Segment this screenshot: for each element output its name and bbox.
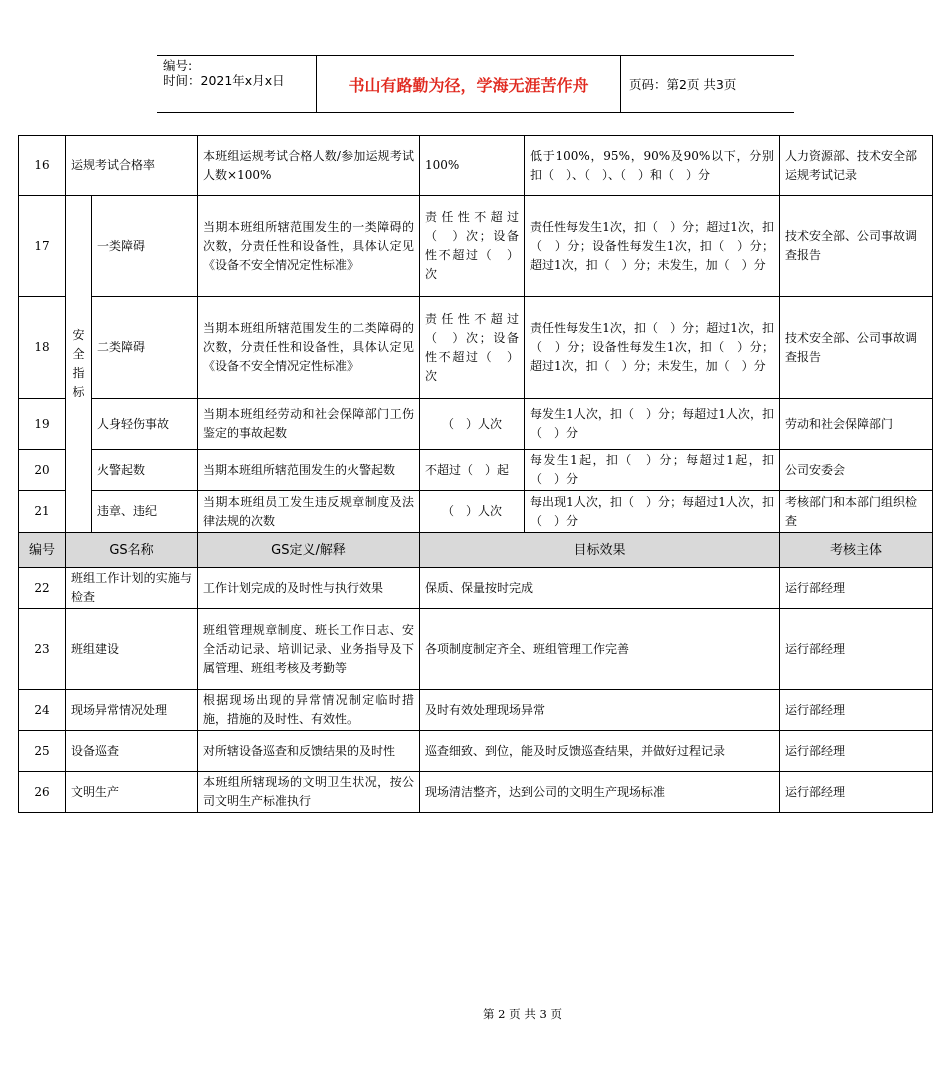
gs-definition: 工作计划完成的及时性与执行效果 (198, 568, 420, 609)
target-effect: 各项制度制定齐全、班组管理工作完善 (420, 609, 780, 690)
indicator-definition: 本班组运规考试合格人数/参加运规考试人数×100% (198, 136, 420, 196)
header-info (157, 56, 317, 112)
serial-label: 编号: (163, 58, 193, 73)
header-target-effect: 目标效果 (420, 533, 780, 568)
category-cell (66, 196, 92, 533)
table-row (19, 609, 933, 690)
gs-name: 文明生产 (66, 772, 198, 813)
indicator-name: 火警起数 (92, 450, 198, 491)
scoring-rule: 责任性每发生1次，扣（ ）分；超过1次，扣（ ）分；设备性每发生1次，扣（ ）分；超过1次，扣（ ）分；未发生，加（ ）分 (525, 196, 780, 297)
table-row (19, 690, 933, 731)
target-effect: 现场清洁整齐，达到公司的文明生产现场标准 (420, 772, 780, 813)
indicator-target: 责任性不超过（ ）次；设备性不超过（ ）次 (420, 196, 525, 297)
indicator-target: （ ）人次 (420, 491, 525, 533)
indicator-definition: 当期本班组所辖范围发生的火警起数 (198, 450, 420, 491)
row-number: 22 (19, 568, 66, 609)
indicator-name: 一类障碍 (92, 196, 198, 297)
gs-name: 现场异常情况处理 (66, 690, 198, 731)
indicator-name: 人身轻伤事故 (92, 399, 198, 450)
table-row (19, 568, 933, 609)
row-number: 16 (19, 136, 66, 196)
table-header-row (19, 533, 933, 568)
row-number: 23 (19, 609, 66, 690)
category-char: 指 (72, 366, 85, 380)
assessment-subject: 运行部经理 (780, 772, 933, 813)
kpi-table (18, 135, 933, 813)
category-label (71, 326, 86, 402)
table-row (19, 196, 933, 297)
scoring-rule: 每发生1起，扣（ ）分；每超过1起，扣（ ）分 (525, 450, 780, 491)
indicator-name: 二类障碍 (92, 297, 198, 399)
row-number: 26 (19, 772, 66, 813)
row-number: 20 (19, 450, 66, 491)
category-char: 安 (72, 328, 85, 342)
gs-name: 设备巡查 (66, 731, 198, 772)
gs-definition: 班组管理规章制度、班长工作日志、安全活动记录、培训记录、业务指导及下属管理、班组考核及考勤等 (198, 609, 420, 690)
header-gs-name: GS名称 (66, 533, 198, 568)
header-gs-definition: GS定义/解释 (198, 533, 420, 568)
gs-definition: 本班组所辖现场的文明卫生状况，按公司文明生产标准执行 (198, 772, 420, 813)
indicator-name: 运规考试合格率 (66, 136, 198, 196)
scoring-rule: 责任性每发生1次，扣（ ）分；超过1次，扣（ ）分；设备性每发生1次，扣（ ）分；超过1次，扣（ ）分；未发生，加（ ）分 (525, 297, 780, 399)
data-source: 公司安委会 (780, 450, 933, 491)
data-source: 劳动和社会保障部门 (780, 399, 933, 450)
target-effect: 及时有效处理现场异常 (420, 690, 780, 731)
header-motto: 书山有路勤为径，学海无涯苦作舟 (317, 56, 621, 112)
category-char: 全 (72, 347, 85, 361)
data-source: 技术安全部、公司事故调查报告 (780, 196, 933, 297)
header-page-label: 页码：第2页 共3页 (629, 77, 737, 92)
category-char: 标 (72, 385, 85, 399)
table-row (19, 731, 933, 772)
target-effect: 保质、保量按时完成 (420, 568, 780, 609)
scoring-rule: 低于100%，95%，90%及90%以下，分别扣（ ）、（ ）、（ ）和（ ）分 (525, 136, 780, 196)
row-number: 24 (19, 690, 66, 731)
gs-name: 班组工作计划的实施与检查 (66, 568, 198, 609)
indicator-target: 100% (420, 136, 525, 196)
indicator-definition: 当期本班组所辖范围发生的一类障碍的次数，分责任性和设备性，具体认定见《设备不安全情况定性标准》 (198, 196, 420, 297)
assessment-subject: 运行部经理 (780, 568, 933, 609)
indicator-name: 违章、违纪 (92, 491, 198, 533)
gs-definition: 根据现场出现的异常情况制定临时措施，措施的及时性、有效性。 (198, 690, 420, 731)
indicator-definition: 当期本班组经劳动和社会保障部门工伤鉴定的事故起数 (198, 399, 420, 450)
table-row (19, 399, 933, 450)
table-row (19, 297, 933, 399)
target-effect: 巡查细致、到位，能及时反馈巡查结果，并做好过程记录 (420, 731, 780, 772)
scoring-rule: 每出现1人次，扣（ ）分；每超过1人次，扣（ ）分 (525, 491, 780, 533)
time-label: 时间：2021年x月x日 (163, 73, 285, 88)
data-source: 人力资源部、技术安全部运规考试记录 (780, 136, 933, 196)
row-number: 17 (19, 196, 66, 297)
header-assessment-subject: 考核主体 (780, 533, 933, 568)
assessment-subject: 运行部经理 (780, 609, 933, 690)
assessment-subject: 运行部经理 (780, 690, 933, 731)
row-number: 21 (19, 491, 66, 533)
table-row (19, 136, 933, 196)
row-number: 19 (19, 399, 66, 450)
table-row (19, 450, 933, 491)
data-source: 技术安全部、公司事故调查报告 (780, 297, 933, 399)
row-number: 18 (19, 297, 66, 399)
indicator-definition: 当期本班组所辖范围发生的二类障碍的次数，分责任性和设备性，具体认定见《设备不安全情况定性标准》 (198, 297, 420, 399)
page-footer: 第 2 页 共 3 页 (483, 1007, 562, 1021)
data-source: 考核部门和本部门组织检查 (780, 491, 933, 533)
indicator-target: 不超过（ ）起 (420, 450, 525, 491)
gs-name: 班组建设 (66, 609, 198, 690)
indicator-target: （ ）人次 (420, 399, 525, 450)
table-row (19, 491, 933, 533)
assessment-subject: 运行部经理 (780, 731, 933, 772)
indicator-target: 责任性不超过（ ）次；设备性不超过（ ）次 (420, 297, 525, 399)
scoring-rule: 每发生1人次，扣（ ）分；每超过1人次，扣（ ）分 (525, 399, 780, 450)
header-number: 编号 (19, 533, 66, 568)
gs-definition: 对所辖设备巡查和反馈结果的及时性 (198, 731, 420, 772)
row-number: 25 (19, 731, 66, 772)
page-header (157, 55, 794, 113)
indicator-definition: 当期本班组员工发生违反规章制度及法律法规的次数 (198, 491, 420, 533)
table-row (19, 772, 933, 813)
